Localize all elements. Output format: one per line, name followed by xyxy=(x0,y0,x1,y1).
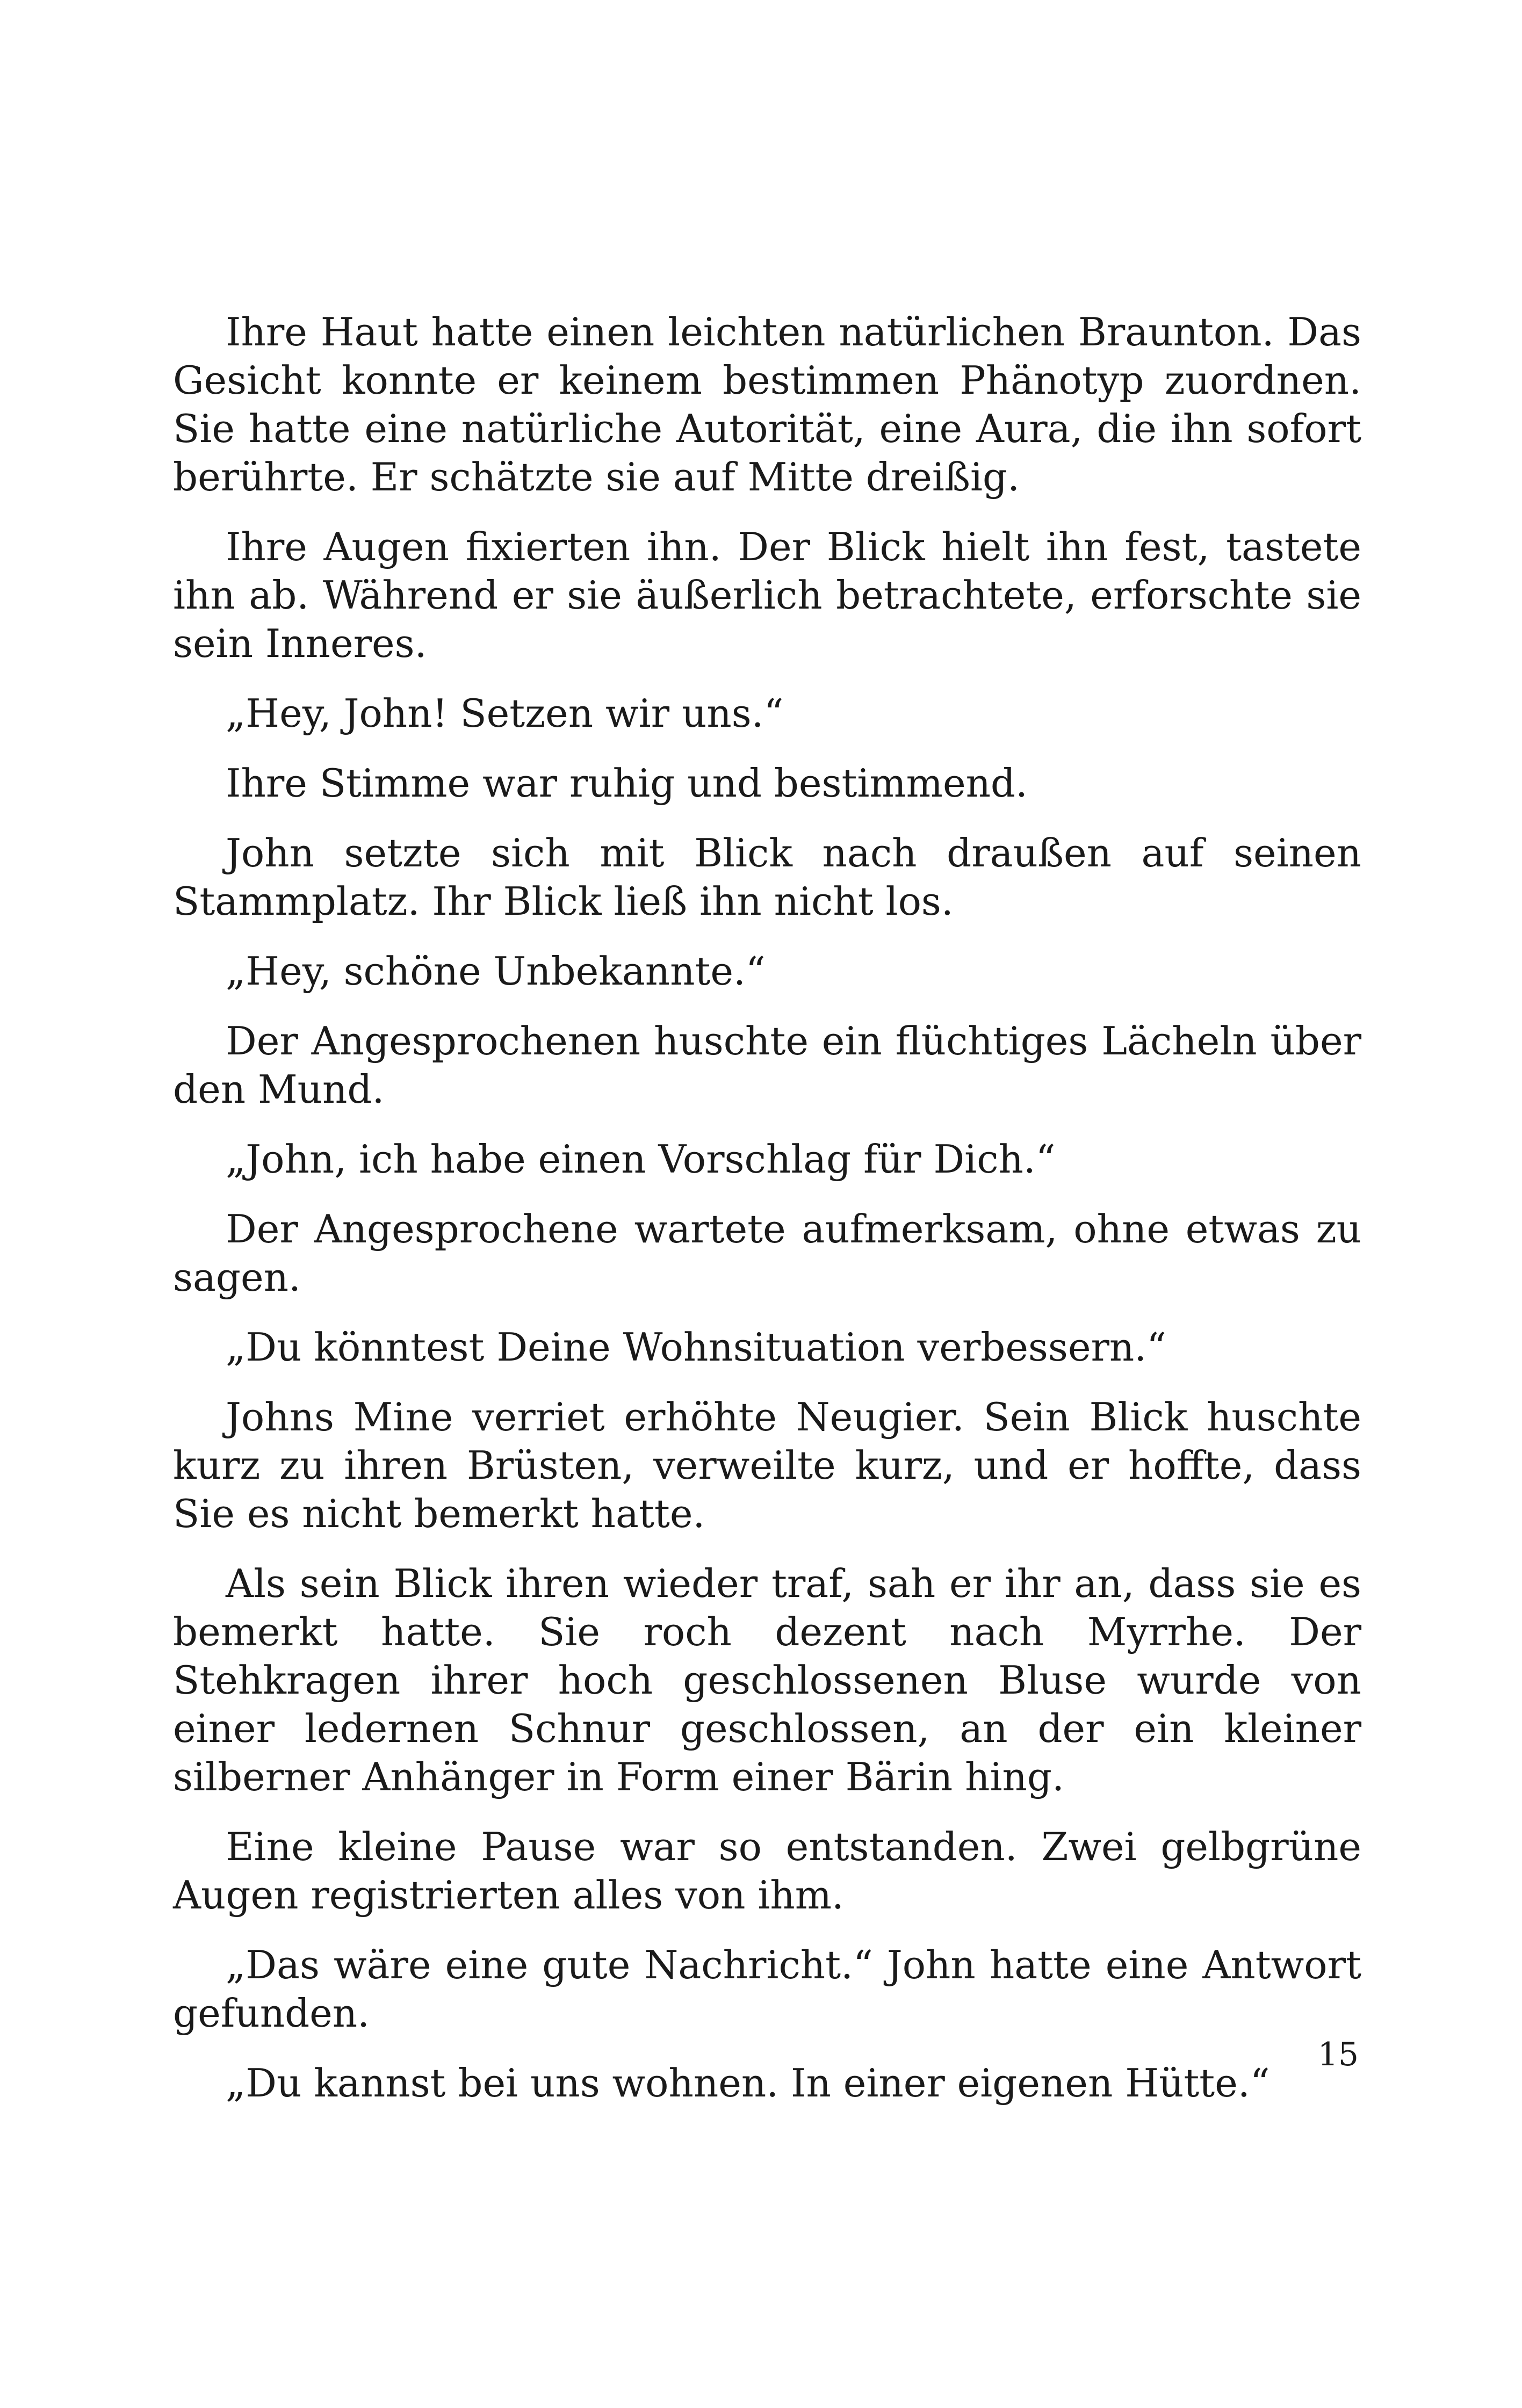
paragraph-12: Als sein Blick ihren wieder traf, sah er ihr an, dass sie es bemerkt hatte. Sie roch dezent nach Myrrhe. Der Stehkragen ihrer hoch geschlossenen Bluse wurde von einer ledernen Schnur geschlossen, an der ein kleiner silberner Anhänger in Form einer Bärin hing. xyxy=(173,1561,1361,1799)
paragraph-13: Eine kleine Pause war so entstanden. Zwei gelbgrüne Augen registrierten alles von ihm. xyxy=(173,1824,1361,1918)
paragraph-3: „Hey, John! Setzen wir uns.“ xyxy=(226,691,784,736)
paragraph-1: Ihre Haut hatte einen leichten natürlichen Braunton. Das Gesicht konnte er keinem bestimmen Phänotyp zuordnen. Sie hatte eine natürliche Autorität, eine Aura, die ihn sofort berührte. Er schätzte sie auf Mitte dreißig. xyxy=(173,309,1361,500)
paragraph-10: „Du könntest Deine Wohnsituation verbessern.“ xyxy=(226,1325,1166,1370)
page-number: 15 xyxy=(1317,2036,1359,2073)
paragraph-7: Der Angesprochenen huschte ein flüchtiges Lächeln über den Mund. xyxy=(173,1018,1361,1112)
paragraph-5: John setzte sich mit Blick nach draußen auf seinen Stammplatz. Ihr Blick ließ ihn nicht los. xyxy=(173,830,1361,924)
paragraph-6: „Hey, schöne Unbekannte.“ xyxy=(226,949,766,994)
paragraph-11: Johns Mine verriet erhöhte Neugier. Sein Blick huschte kurz zu ihren Brüsten, verweilte kurz, und er hoffte, dass Sie es nicht bemerkt hatte. xyxy=(173,1394,1361,1536)
paragraph-9: Der Angesprochene wartete aufmerksam, ohne etwas zu sagen. xyxy=(173,1206,1361,1300)
paragraph-8: „John, ich habe einen Vorschlag für Dich.“ xyxy=(226,1137,1056,1182)
paragraph-15: „Du kannst bei uns wohnen. In einer eigenen Hütte.“ xyxy=(226,2060,1270,2106)
body-text xyxy=(173,308,1361,2107)
paragraph-14: „Das wäre eine gute Nachricht.“ John hatte eine Antwort gefunden. xyxy=(173,1942,1361,2036)
paragraph-4: Ihre Stimme war ruhig und bestimmend. xyxy=(226,761,1028,806)
paragraph-2: Ihre Augen fixierten ihn. Der Blick hielt ihn fest, tastete ihn ab. Während er sie äußerlich betrachtete, erforschte sie sein Inneres. xyxy=(173,524,1361,666)
